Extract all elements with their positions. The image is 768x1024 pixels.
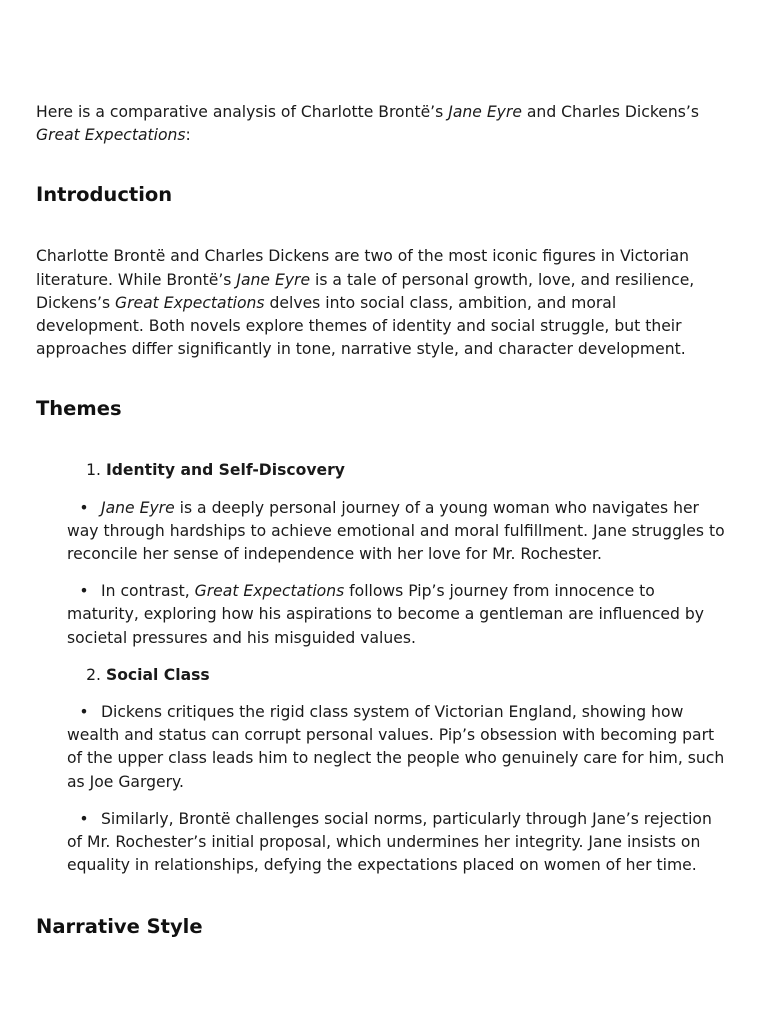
intro-text-1: Charlotte Brontë and Charles Dickens are two of the most iconic figures in Victorian literature. While Brontë’s: [36, 247, 690, 289]
bullet-icon: •: [79, 809, 89, 828]
bullet-italic-title: Great Expectations: [194, 582, 345, 601]
intro-text-2: is a tale of personal growth, love, and resilience, Dickens’s: [36, 270, 695, 312]
list-number: 2.: [86, 665, 101, 684]
bullet-text: is a deeply personal journey of a young woman who navigates her way through hardships to achieve emotional and moral fulfillment. Jane struggles to reconcile her sense of independence with her love for Mr. Rochester.: [67, 498, 725, 564]
opening-text: Here is a comparative analysis of Charlotte Brontë’s: [36, 103, 449, 121]
bullet-lead-text: In contrast,: [101, 582, 195, 601]
opening-text-suffix: :: [185, 126, 191, 145]
bullet-item: [36, 580, 726, 650]
theme-title: Identity and Self-Discovery: [105, 461, 345, 480]
intro-title-jane-eyre: Jane Eyre: [236, 270, 311, 289]
theme-item-identity: [36, 459, 726, 482]
bullet-text: Dickens critiques the rigid class system of Victorian England, showing how wealth and status can corrupt personal values. Pip’s obsession with becoming part of the upper class leads him to neglect the people who genuinely care for him, such as Joe Gargery.: [67, 703, 725, 791]
opening-paragraph: [36, 101, 726, 147]
bullet-item: [36, 808, 726, 878]
opening-text-middle: and Charles Dickens’s: [521, 103, 699, 121]
heading-introduction: Introduction: [36, 183, 173, 207]
introduction-paragraph: [36, 245, 726, 361]
bullet-text: Similarly, Brontë challenges social norms, particularly through Jane’s rejection of Mr. Rochester’s initial proposal, which undermines her integrity. Jane insists on equality in relationships, defying the expectations placed on women of her time.: [67, 809, 712, 875]
heading-themes: Themes: [36, 397, 122, 421]
bullet-item: [36, 497, 726, 567]
bullet-item: [36, 701, 726, 794]
intro-title-great-expectations: Great Expectations: [115, 293, 265, 312]
document-body: [36, 101, 726, 939]
bullet-text: follows Pip’s journey from innocence to maturity, exploring how his aspirations to become a gentleman are influenced by societal pressures and his misguided values.: [67, 582, 704, 647]
title-great-expectations: Great Expectations: [36, 126, 186, 145]
theme-title: Social Class: [105, 665, 210, 684]
bullet-italic-title: Jane Eyre: [101, 498, 175, 517]
bullet-icon: •: [79, 703, 89, 722]
intro-text-3: delves into social class, ambition, and moral development. Both novels explore themes of identity and social struggle, but their approaches differ significantly in tone, narrative style, and character development.: [36, 293, 686, 359]
heading-narrative-style: Narrative Style: [36, 915, 203, 939]
bullet-icon: •: [79, 498, 89, 517]
list-number: 1.: [86, 461, 101, 480]
title-jane-eyre: Jane Eyre: [448, 103, 522, 121]
theme-item-social-class: [36, 664, 726, 687]
bullet-icon: •: [79, 582, 89, 601]
